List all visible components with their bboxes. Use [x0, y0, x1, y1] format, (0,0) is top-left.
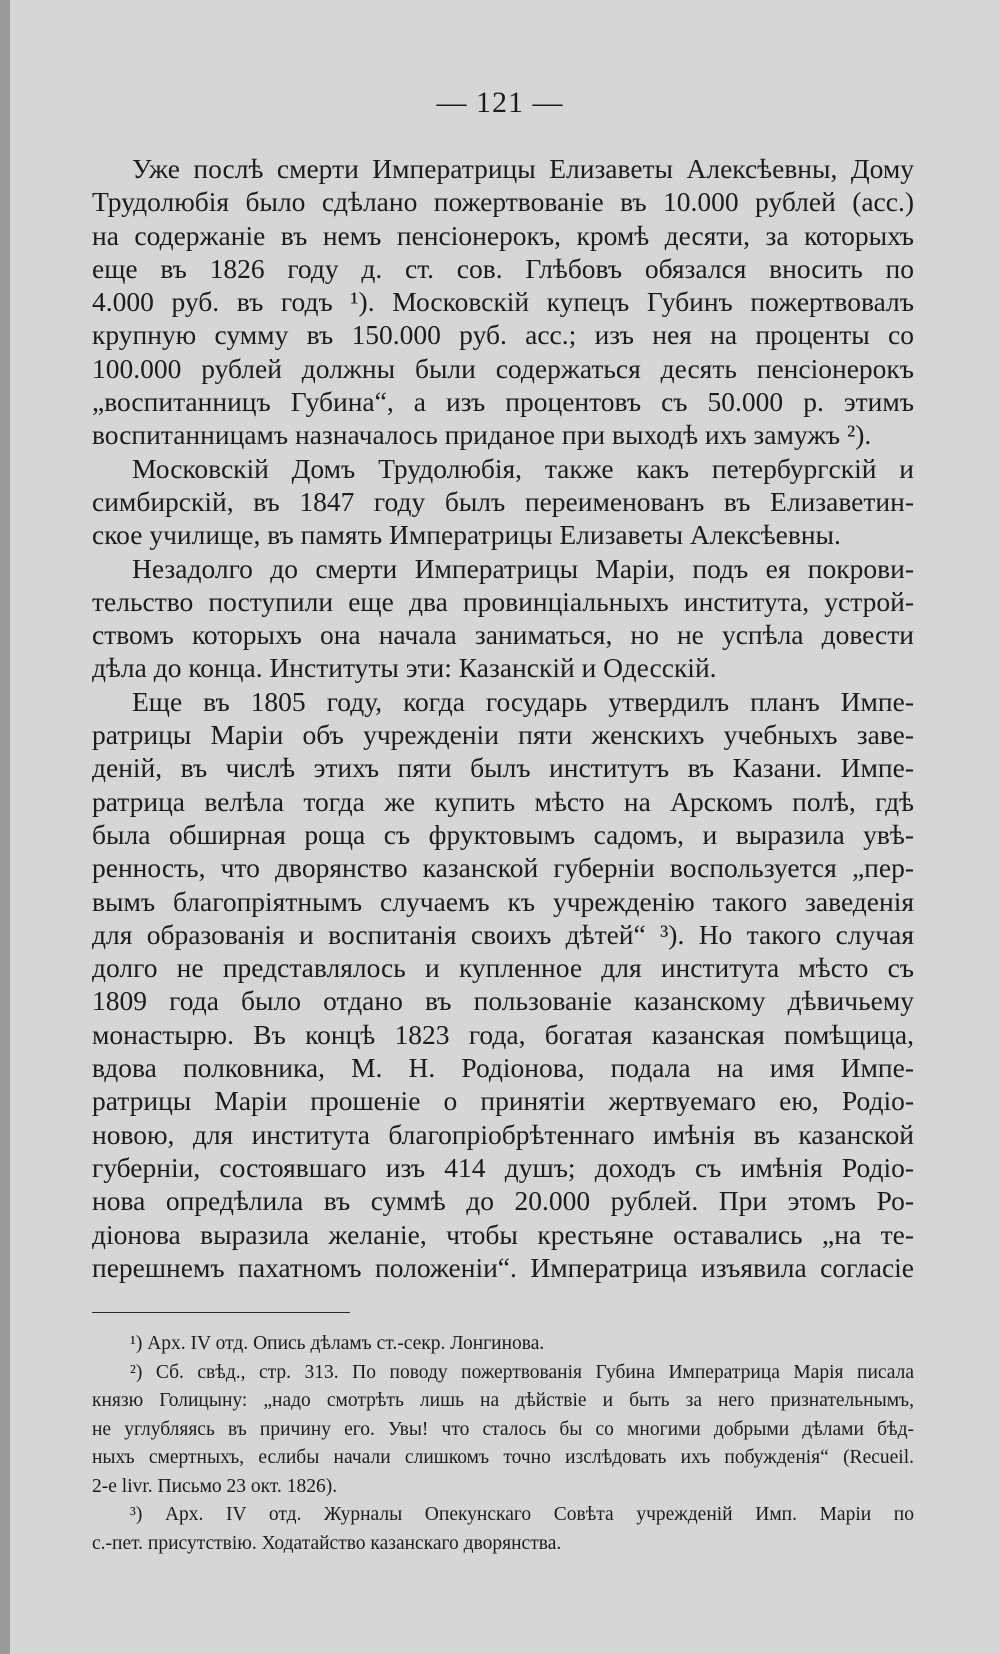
- body-line: Еще въ 1805 году, когда государь утвердилъ планъ Импе-: [132, 685, 914, 717]
- footnote-line: не углубляясь въ причину его. Увы! что сталось бы со многими добрыми дѣлами бѣд-: [92, 1418, 914, 1440]
- footnote-line: с.-пет. присутствію. Ходатайство казанскаго дворянства.: [92, 1532, 562, 1554]
- body-line: новою, для института благопріобрѣтеннаго имѣнія въ казанской: [92, 1118, 914, 1150]
- body-line: ратрицы Маріи прошеніе о принятіи жертвуемаго ею, Родіо-: [92, 1085, 914, 1117]
- body-line: для образованія и воспитанія своихъ дѣтей“ ³). Но такого случая: [92, 918, 914, 950]
- body-line: была обширная роща съ фруктовымъ садомъ, и выразила увѣ-: [92, 818, 914, 850]
- body-line: ратрицы Маріи объ учрежденіи пяти женскихъ учебныхъ заве-: [92, 719, 914, 751]
- body-text: [92, 152, 914, 1284]
- body-line: тельство поступили еще два провинціальныхъ института, устрой-: [92, 585, 914, 617]
- body-line: губерніи, состоявшаго изъ 414 душъ; доходъ съ имѣнія Родіо-: [92, 1151, 914, 1183]
- footnote-divider: [92, 1312, 350, 1313]
- body-line: перешнемъ пахатномъ положеніи“. Императрица изъявила согласіе: [92, 1251, 914, 1283]
- body-line: нова опредѣлила въ суммѣ до 20.000 рублей. При этомъ Ро-: [92, 1185, 914, 1217]
- body-line: Незадолго до смерти Императрицы Маріи, подъ ея покрови-: [132, 552, 914, 584]
- body-line: монастырю. Въ концѣ 1823 года, богатая казанская помѣщица,: [92, 1018, 914, 1050]
- body-line: на содержаніе въ немъ пенсіонерокъ, кромѣ десяти, за которыхъ: [92, 219, 914, 251]
- body-line: ское училище, въ память Императрицы Елизаветы Алексѣевны.: [92, 519, 841, 551]
- body-line: „воспитанницъ Губина“, а изъ процентовъ съ 50.000 р. этимъ: [92, 386, 914, 418]
- footnote-line: ¹) Арх. IV отд. Опись дѣламъ ст.-секр. Лонгинова.: [130, 1333, 545, 1354]
- body-line: 100.000 рублей должны были содержаться десять пенсіонерокъ: [92, 352, 914, 384]
- body-line: 1809 года было отдано въ пользованіе казанскому дѣвичьему: [92, 985, 914, 1017]
- body-line: Уже послѣ смерти Императрицы Елизаветы Алексѣевны, Дому: [132, 153, 914, 184]
- body-line: деній, въ числѣ этихъ пяти былъ институтъ въ Казани. Импе-: [92, 752, 914, 784]
- body-line: долго не представлялось и купленное для института мѣсто съ: [92, 952, 914, 984]
- body-line: ствомъ которыхъ она начала заниматься, но не успѣла довести: [92, 619, 914, 651]
- footnote-line: ныхъ смертныхъ, еслибы начали слишкомъ точно изслѣдовать ихъ побужденія“ (Recueil.: [92, 1447, 914, 1468]
- body-line: воспитанницамъ назначалось приданое при выходѣ ихъ замужъ ²).: [92, 419, 872, 451]
- body-line: вдова полковника, М. Н. Родіонова, подала на имя Импе-: [92, 1052, 914, 1084]
- body-line: крупную сумму въ 150.000 руб. асс.; изъ нея на проценты со: [92, 319, 914, 351]
- body-line: еще въ 1826 году д. ст. сов. Глѣбовъ обязался вносить по: [92, 252, 914, 284]
- footnote-line: князю Голицыну: „надо смотрѣть лишь на дѣйствіе и быть за него признательнымъ,: [92, 1390, 914, 1411]
- footnote-line: 2-e livr. Письмо 23 окт. 1826).: [92, 1475, 338, 1497]
- body-line: Трудолюбія было сдѣлано пожертвованіе въ 10.000 рублей (асс.): [92, 186, 914, 218]
- body-line: вымъ благопріятнымъ случаемъ къ учрежденію такого заведенія: [92, 885, 914, 917]
- body-line: 4.000 руб. въ годъ ¹). Московскій купецъ Губинъ пожертвовалъ: [92, 286, 914, 318]
- body-line: ратрица велѣла тогда же купить мѣсто на Арскомъ полѣ, гдѣ: [92, 785, 914, 817]
- footnote-line: ²) Сб. свѣд., стр. 313. По поводу пожертвованія Губина Императрица Марія писала: [130, 1361, 914, 1383]
- footnote-line: ³) Арх. IV отд. Журналы Опекунскаго Совѣта учрежденій Имп. Маріи по: [130, 1504, 914, 1525]
- body-line: ренность, что дворянство казанской губерніи воспользуется „пер-: [92, 852, 914, 884]
- body-line: дѣла до конца. Институты эти: Казанскій и Одесскій.: [92, 652, 717, 684]
- body-line: симбирскій, въ 1847 году былъ переименованъ въ Елизаветин-: [92, 485, 914, 517]
- body-line: Московскій Домъ Трудолюбія, также какъ петербургскій и: [132, 452, 914, 484]
- page-number: — 121 —: [436, 86, 564, 119]
- page-edge-shadow: [0, 0, 10, 1654]
- footnotes: [92, 1330, 914, 1558]
- body-line: діонова выразила желаніе, чтобы крестьяне оставались „на те-: [92, 1218, 914, 1250]
